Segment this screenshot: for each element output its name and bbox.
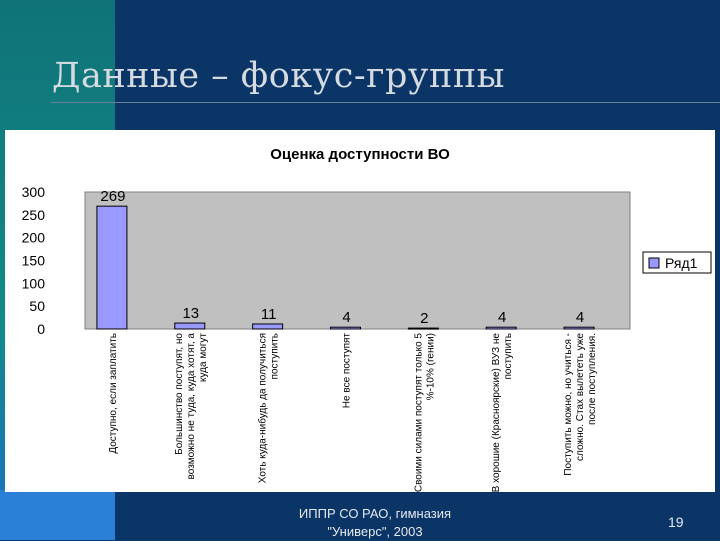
data-label: 4 <box>498 309 507 327</box>
x-tick-label-line: Поступить можно, но учиться - <box>563 333 575 476</box>
x-tick-label-line: %-10% (гении) <box>425 333 437 401</box>
footer-caption <box>260 505 490 541</box>
x-tick-label-line: Доступно, если заплатить <box>107 333 119 454</box>
y-tick-label: 150 <box>21 252 45 269</box>
y-tick-label: 200 <box>21 229 45 246</box>
x-tick-label-line: Большинство поступят, но <box>173 333 185 455</box>
x-tick-label <box>257 333 281 483</box>
legend-label: Ряд1 <box>665 255 698 271</box>
data-label: 13 <box>182 305 200 323</box>
chart-title: Оценка доступности ВО <box>270 146 450 163</box>
x-tick-label-line: поступить <box>503 333 515 380</box>
footer-line-2: "Универс", 2003 <box>327 524 423 539</box>
slide-number: 19 <box>668 514 684 530</box>
x-tick-label <box>563 333 598 476</box>
x-tick-label <box>491 333 514 492</box>
x-tick-label-line: Своими силами поступят только 5 <box>413 333 425 492</box>
bar <box>408 328 438 329</box>
bar <box>331 327 361 329</box>
x-tick-label-line: сложно. Стах вылететь уже <box>575 333 587 461</box>
x-tick-label-line: куда могут <box>197 333 209 382</box>
legend-swatch <box>649 258 659 268</box>
data-label: 4 <box>575 309 585 327</box>
y-tick-label: 50 <box>29 298 45 315</box>
y-tick-label: 250 <box>21 206 45 223</box>
bar <box>564 327 594 329</box>
chart-container <box>5 130 715 492</box>
data-label: 11 <box>260 305 277 323</box>
footer-line-1: ИППР СО РАО, гимназия <box>298 506 452 521</box>
y-tick-label: 100 <box>21 275 45 292</box>
x-tick-label <box>413 333 436 492</box>
data-label: 269 <box>100 188 126 206</box>
data-label: 4 <box>342 309 351 327</box>
slide-title: Данные – фокус-группы <box>52 56 506 96</box>
x-tick-label <box>342 333 353 409</box>
x-tick-label-line: В хорошие (Красноярские) ВУЗ не <box>491 333 503 492</box>
x-tick-label-line: поступить <box>269 333 281 380</box>
x-tick-label <box>108 333 119 454</box>
bar-chart <box>5 130 715 492</box>
bar <box>253 324 283 329</box>
y-tick-label: 0 <box>37 321 45 337</box>
x-tick-label-line: Хоть куда-нибудь да получиться <box>257 333 269 484</box>
title-divider <box>50 102 720 103</box>
plot-area <box>85 192 630 329</box>
x-tick-label <box>174 333 209 480</box>
bar <box>175 323 205 329</box>
bar <box>97 206 127 329</box>
bar <box>486 327 516 329</box>
data-label: 2 <box>420 310 429 328</box>
y-tick-label: 300 <box>21 184 45 200</box>
left-accent-bottom <box>0 490 115 540</box>
x-tick-label-line: возможно не туда, куда хотят, а <box>185 333 197 480</box>
x-tick-label-line: Не все поступят <box>341 333 353 409</box>
x-tick-label-line: после поступления. <box>587 333 599 425</box>
